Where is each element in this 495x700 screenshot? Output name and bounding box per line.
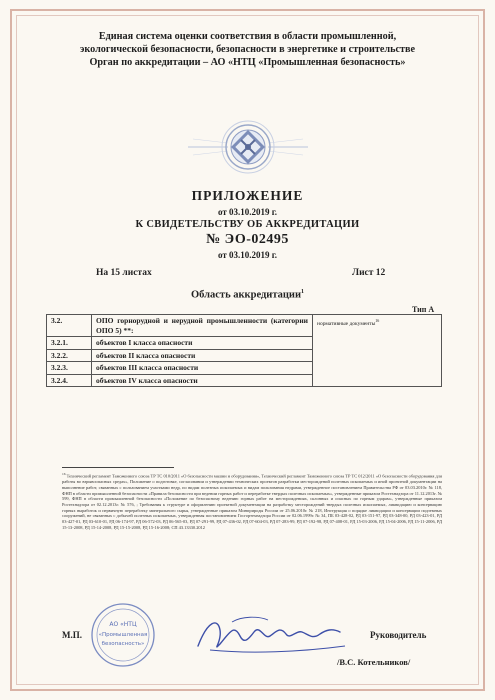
- stamp-line-2: «Промышленная: [98, 632, 148, 638]
- row-text: объектов IV класса опасности: [92, 374, 313, 387]
- certificate-reference: К СВИДЕТЕЛЬСТВУ ОБ АККРЕДИТАЦИИ: [135, 219, 360, 230]
- row-text: объектов III класса опасности: [92, 362, 313, 375]
- certificate-number: № ЭО-02495: [206, 232, 289, 247]
- accreditation-area-title: [0, 289, 495, 301]
- normative-cell: [313, 315, 442, 387]
- normative-mark: 16: [375, 318, 380, 323]
- annex-date: от 03.10.2019 г.: [217, 207, 278, 217]
- footnote-mark: 16: [62, 472, 66, 476]
- footnote-text: Технический регламент Таможенного союза ТР ТС 010/2011 «О безопасности машин и оборудования», Технический регламент Таможенного союза ТР ТС 012/2011 «О безопасности оборудования для работы во взрывоопасных средах», Положение о подготовке, согласовании и утверждении технических проектов разработки месторождений полезных ископаемых и иной проектной документации на выполнение работ, связанных с пользованием участками недр, по видам полезных ископаемых и видам пользования недрами, утвержденное постановлением Правительства РФ от 03.03.2010г. № 118, ФНП в области промышленной безопасности «Правила безопасности при ведении горных работ и переработке твердых полезных ископаемых», утвержденные приказом Ростехнадзора от 11.12.2013г. № 599, ФНП в области промышленной безопасности «Положение по безопасному ведению горных работ на месторождениях, склонных и опасных по горным ударам», утвержденные приказом Ростехнадзора от 02.12.2013г. № 576, ; Требования к структуре и оформлению проектной документации на разработку месторождений твердых полезных ископаемых, ликвидацию и консервацию горных выработок и первичную переработку минерального сырья, утвержденные приказом Минприроды России от 25.06.2010г. № 218, Инструкция о порядке ликвидации и консервации подземных сооружений, не связанных с добычей полезных ископаемых, утвержденная постановлением Госгортехнадзора России от 02.06.1999г. № 34, ПБ 03-428-02, РД 03-151-97, РД 03-348-00, РД 03-423-01, РД 03-427-01, РД 03-610-01, РД 06-174-97, РД 06-572-03, РД 06-565-03, РД 07-291-99, РД 07-436-02, РД 07-604-03, РД 07-283-99, РД 07-192-98, РД 07-408-01, РД 15-03-2006, РД 15-04-2006, РД 15-11-2006, РД 15-13-2008, РД 15-14-2008, РД 15-15-2008, РД 15-16-2008; СП 43.13330.2012: [62, 473, 442, 530]
- stamp-line-1: АО «НТЦ: [109, 621, 137, 628]
- current-sheet: Лист 12: [352, 268, 386, 278]
- area-footnote-mark: 1: [301, 289, 305, 295]
- total-sheets: На 15 листах: [96, 268, 152, 278]
- stamp-line-3: безопасность»: [101, 641, 145, 647]
- head-label: Руководитель: [370, 630, 427, 640]
- accreditation-table: [46, 314, 442, 387]
- certificate-date: от 03.10.2019 г.: [217, 250, 278, 260]
- seal-place-label: М.П.: [62, 630, 82, 640]
- row-text: объектов I класса опасности: [92, 337, 313, 350]
- footnote: [62, 472, 442, 531]
- row-text: объектов II класса опасности: [92, 349, 313, 362]
- annex-title: ПРИЛОЖЕНИЕ: [191, 188, 304, 203]
- row-text: ОПО горнорудной и нерудной промышленности (категории ОПО 5) **:: [92, 315, 313, 337]
- footnote-divider: [62, 467, 174, 468]
- type-label: Тип А: [412, 305, 435, 314]
- row-code: 3.2.1.: [47, 337, 92, 350]
- header-block: [40, 30, 455, 69]
- signer-name: /В.С. Котельников/: [337, 657, 411, 667]
- normative-label: нормативные документы: [317, 320, 376, 327]
- row-code: 3.2.4.: [47, 374, 92, 387]
- row-code: 3.2.2.: [47, 349, 92, 362]
- row-code: 3.2.: [47, 315, 92, 337]
- header-line-1: Единая система оценки соответствия в области промышленной,: [98, 31, 397, 42]
- stamp-icon: [90, 602, 156, 668]
- area-title-text: Область аккредитации: [190, 289, 302, 301]
- handwritten-signature: [190, 610, 350, 660]
- header-line-3: Орган по аккредитации – АО «НТЦ «Промышленная безопасность»: [89, 57, 406, 68]
- table-row: [47, 315, 442, 337]
- header-line-2: экологической безопасности, безопасности в энергетике и строительстве: [79, 44, 416, 55]
- emblem-icon: [188, 117, 308, 177]
- row-code: 3.2.3.: [47, 362, 92, 375]
